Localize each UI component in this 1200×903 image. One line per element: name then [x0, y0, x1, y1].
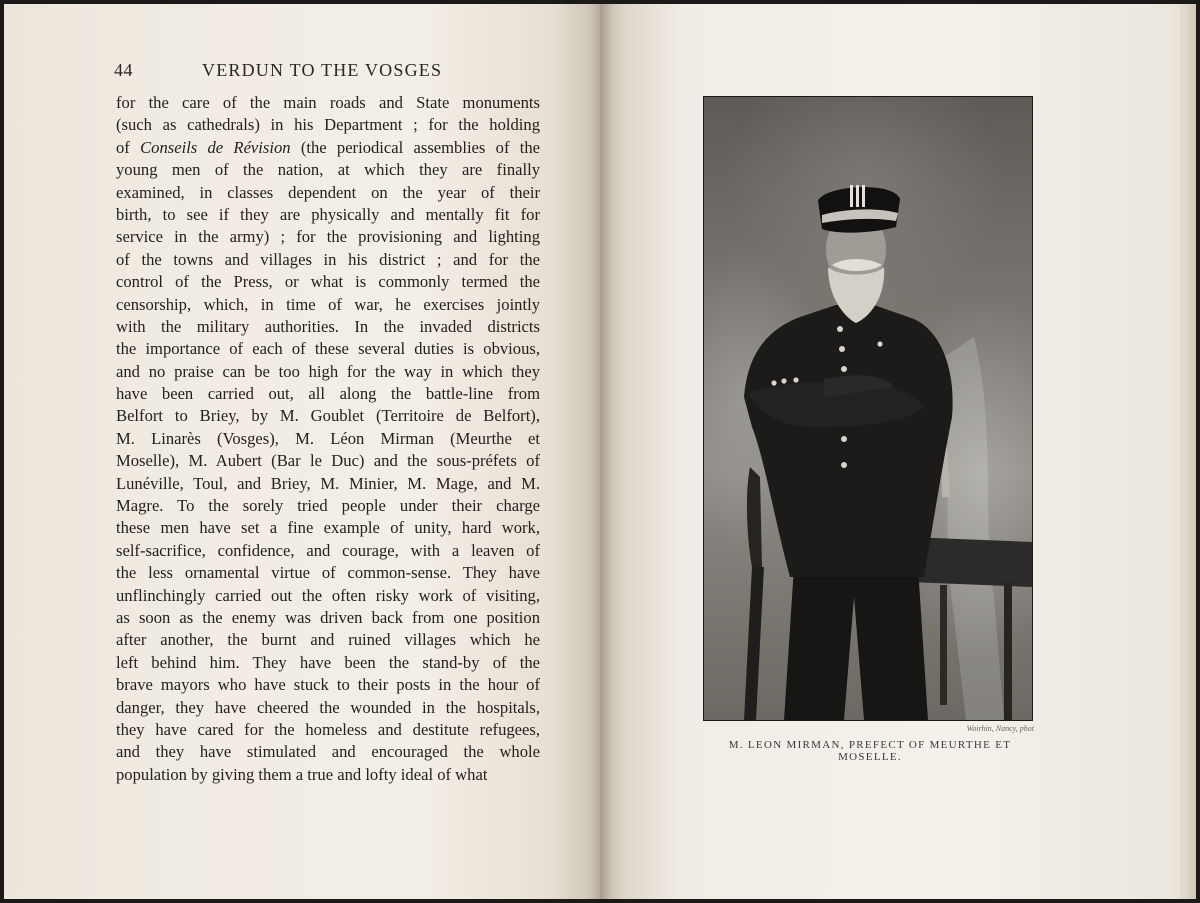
text-line	[116, 450, 540, 472]
text-line	[116, 159, 540, 181]
text-line	[116, 383, 540, 405]
text-line	[116, 137, 540, 159]
text-line	[116, 674, 540, 696]
line-text: Lunéville, Toul, and Briey, M. Minier, M. Mage, and M.	[116, 473, 540, 493]
text-line	[116, 719, 540, 741]
table-leg	[1004, 582, 1012, 720]
line-text: of	[116, 137, 141, 157]
kepi-stripe	[850, 185, 853, 207]
line-text: the less ornamental virtue of common-sense. They have	[116, 563, 540, 583]
text-line	[116, 495, 540, 517]
page-edge	[1181, 4, 1196, 899]
line-text: Moselle), M. Aubert (Bar le Duc) and the sous-préfets of	[116, 451, 540, 471]
text-line	[116, 540, 540, 562]
portrait-photograph	[703, 96, 1033, 721]
text-line	[116, 405, 540, 427]
running-title: VERDUN TO THE VOSGES	[202, 60, 443, 80]
uniform-jacket	[744, 305, 953, 577]
line-text: danger, they have cheered the wounded in the hospitals,	[116, 697, 540, 717]
text-line	[116, 361, 540, 383]
text-line	[116, 629, 540, 651]
line-text: and they have stimulated and encouraged the whole	[116, 742, 540, 762]
line-text: Magre. To the sorely tried people under their charge	[116, 496, 540, 516]
line-text: (such as cathedrals) in his Department ; for the holding	[116, 115, 540, 135]
line-text: brave mayors who have stuck to their posts in the hour of	[116, 675, 540, 695]
text-line	[116, 697, 540, 719]
running-head	[114, 60, 554, 84]
line-text: population by giving them a true and lofty ideal of what	[116, 764, 488, 784]
trousers	[784, 567, 928, 720]
text-line	[116, 182, 540, 204]
table-leg-2	[940, 585, 947, 705]
line-text: after another, the burnt and ruined villages which he	[116, 630, 540, 650]
text-line	[116, 114, 540, 136]
text-line	[116, 226, 540, 248]
text-line	[116, 92, 540, 114]
text-line	[116, 271, 540, 293]
text-line	[116, 517, 540, 539]
curtain	[944, 337, 1004, 720]
text-line	[116, 585, 540, 607]
line-text: and no praise can be too high for the way in which they	[116, 361, 540, 381]
left-page	[4, 4, 600, 899]
body-text	[116, 92, 540, 786]
text-line	[116, 764, 540, 786]
line-text: examined, in classes dependent on the year of their	[116, 182, 540, 202]
text-line	[116, 607, 540, 629]
line-text: service in the army) ; for the provisioning and lighting	[116, 227, 540, 247]
line-text: young men of the nation, at which they are finally	[116, 160, 540, 180]
line-text: the importance of each of these several duties is obvious,	[116, 339, 540, 359]
text-line	[116, 428, 540, 450]
text-line	[116, 249, 540, 271]
text-line	[116, 316, 540, 338]
portrait-figure	[704, 97, 1032, 720]
line-text: control of the Press, or what is commonly termed the	[116, 272, 540, 292]
line-text: for the care of the main roads and State monuments	[116, 93, 540, 112]
kepi-stripe-2	[856, 185, 859, 207]
book-gutter	[590, 4, 612, 899]
italic-term: Conseils de Révision	[140, 137, 291, 157]
text-line	[116, 294, 540, 316]
line-text: these men have set a fine example of unity, hard work,	[116, 518, 540, 538]
text-line	[116, 652, 540, 674]
text-line	[116, 562, 540, 584]
line-text: censorship, which, in time of war, he exercises jointly	[116, 294, 540, 314]
line-text: as soon as the enemy was driven back from one position	[116, 607, 540, 627]
kepi-stripe-3	[862, 185, 865, 207]
line-text: Belfort to Briey, by M. Goublet (Territoire de Belfort),	[116, 406, 540, 426]
line-text: left behind him. They have been the stand-by of the	[116, 652, 540, 672]
page-number: 44	[114, 60, 133, 80]
line-text: with the military authorities. In the invaded districts	[116, 316, 540, 336]
line-text: (the periodical assemblies of the	[290, 137, 540, 157]
line-text: they have cared for the homeless and destitute refugees,	[116, 719, 540, 739]
photo-caption: M. LEON MIRMAN, PREFECT OF MEURTHE ET MOSELLE.	[728, 739, 1012, 763]
text-line	[116, 204, 540, 226]
chair-leg	[744, 567, 764, 720]
line-text: unflinchingly carried out the often risky work of visiting,	[116, 585, 540, 605]
line-text: birth, to see if they are physically and mentally fit for	[116, 204, 540, 224]
text-line	[116, 473, 540, 495]
text-line	[116, 338, 540, 360]
line-text: of the towns and villages in his district ; and for the	[116, 249, 540, 269]
photo-credit: Woirhin, Nancy, phot	[966, 724, 1034, 733]
line-text: M. Linarès (Vosges), M. Léon Mirman (Meurthe et	[116, 428, 540, 448]
chair-back	[747, 467, 762, 567]
line-text: have been carried out, all along the battle-line from	[116, 384, 540, 404]
line-text: self-sacrifice, confidence, and courage, with a leaven of	[116, 540, 540, 560]
text-line	[116, 741, 540, 763]
